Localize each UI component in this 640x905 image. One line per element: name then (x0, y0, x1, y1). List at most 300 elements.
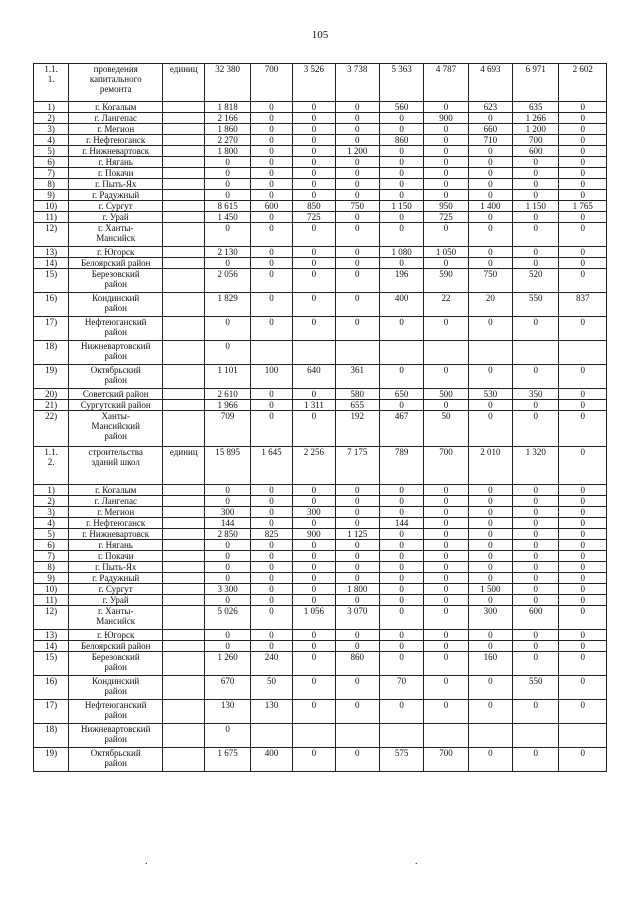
row-value: 0 (205, 540, 250, 551)
row-value: 2 270 (205, 135, 250, 146)
row-value: 0 (513, 652, 559, 676)
row-value: 0 (379, 113, 423, 124)
row-unit (163, 400, 205, 411)
row-number: 15) (34, 269, 69, 293)
row-value: 0 (424, 496, 468, 507)
row-name: г. Радужный (69, 190, 163, 201)
row-value: 0 (293, 146, 335, 157)
row-value: 0 (293, 269, 335, 293)
table-row (34, 223, 607, 247)
row-number: 9) (34, 573, 69, 584)
row-name: Нижневартовский район (69, 341, 163, 365)
row-value: 0 (424, 124, 468, 135)
row-value: 0 (293, 641, 335, 652)
row-value: 467 (379, 411, 423, 447)
row-name: Октябрьский район (69, 365, 163, 389)
row-value: 0 (335, 518, 379, 529)
row-value: 0 (379, 190, 423, 201)
table-row (34, 652, 607, 676)
row-value: 0 (250, 389, 292, 400)
row-value: 1 080 (379, 247, 423, 258)
row-name: г. Нефтеюганск (69, 135, 163, 146)
row-name: Сургутский район (69, 400, 163, 411)
row-unit (163, 540, 205, 551)
row-value: 300 (205, 507, 250, 518)
row-number: 1) (34, 485, 69, 496)
section-value: 4 787 (424, 64, 468, 102)
row-value: 1 818 (205, 102, 250, 113)
row-value: 0 (468, 562, 512, 573)
row-value: 0 (513, 400, 559, 411)
row-value: 0 (379, 496, 423, 507)
row-value: 0 (379, 606, 423, 630)
row-unit (163, 724, 205, 748)
table-row (34, 212, 607, 223)
row-name: Березовский район (69, 652, 163, 676)
row-number: 17) (34, 700, 69, 724)
row-value: 0 (513, 700, 559, 724)
row-value: 0 (468, 529, 512, 540)
row-value (335, 341, 379, 365)
row-value: 0 (335, 124, 379, 135)
row-value: 1 101 (205, 365, 250, 389)
row-value: 1 200 (335, 146, 379, 157)
row-value: 400 (250, 748, 292, 772)
row-value: 950 (424, 201, 468, 212)
row-value: 0 (250, 247, 292, 258)
row-value: 20 (468, 293, 512, 317)
row-value: 1 500 (468, 584, 512, 595)
row-value: 0 (379, 562, 423, 573)
row-number: 7) (34, 551, 69, 562)
row-number: 3) (34, 124, 69, 135)
row-value: 0 (424, 676, 468, 700)
row-value: 0 (559, 411, 607, 447)
row-unit (163, 518, 205, 529)
table-row (34, 529, 607, 540)
section-value: 5 363 (379, 64, 423, 102)
row-value: 0 (468, 748, 512, 772)
section-value: 6 971 (513, 64, 559, 102)
row-value: 0 (424, 630, 468, 641)
row-value: 0 (513, 411, 559, 447)
row-value: 0 (468, 540, 512, 551)
row-value: 0 (205, 496, 250, 507)
row-unit (163, 700, 205, 724)
row-unit (163, 652, 205, 676)
row-value: 130 (205, 700, 250, 724)
row-value: 0 (293, 584, 335, 595)
row-value: 590 (424, 269, 468, 293)
row-value: 0 (293, 496, 335, 507)
row-name: г. Нижневартовск (69, 146, 163, 157)
row-value: 0 (293, 168, 335, 179)
row-value: 0 (293, 102, 335, 113)
row-number: 5) (34, 529, 69, 540)
page-number: 105 (311, 29, 329, 41)
row-value: 70 (379, 676, 423, 700)
row-value: 670 (205, 676, 250, 700)
row-value: 0 (468, 507, 512, 518)
row-value: 50 (250, 676, 292, 700)
row-value: 623 (468, 102, 512, 113)
row-value: 710 (468, 135, 512, 146)
row-value: 1 150 (513, 201, 559, 212)
table-row (34, 411, 607, 447)
row-value: 0 (468, 700, 512, 724)
row-value: 0 (293, 317, 335, 341)
row-value: 1 050 (424, 247, 468, 258)
row-name: г. Покачи (69, 551, 163, 562)
row-value: 0 (424, 102, 468, 113)
row-unit (163, 341, 205, 365)
row-number: 18) (34, 724, 69, 748)
row-value: 0 (250, 573, 292, 584)
row-value: 22 (424, 293, 468, 317)
row-value: 0 (335, 135, 379, 146)
row-value: 0 (379, 146, 423, 157)
row-name: г. Югорск (69, 247, 163, 258)
row-value: 0 (250, 540, 292, 551)
row-value: 0 (250, 630, 292, 641)
row-name: г. Ханты- Мансийск (69, 606, 163, 630)
row-value: 0 (559, 748, 607, 772)
row-value: 0 (513, 562, 559, 573)
row-value: 0 (468, 113, 512, 124)
row-value: 0 (513, 573, 559, 584)
row-value: 0 (559, 630, 607, 641)
section-value: 2 010 (468, 447, 512, 485)
row-value (250, 724, 292, 748)
row-number: 15) (34, 652, 69, 676)
row-number: 10) (34, 201, 69, 212)
row-value: 0 (293, 293, 335, 317)
row-value: 0 (250, 212, 292, 223)
row-value: 0 (559, 168, 607, 179)
row-value: 0 (559, 641, 607, 652)
row-value: 0 (293, 630, 335, 641)
row-value: 196 (379, 269, 423, 293)
row-value: 0 (335, 258, 379, 269)
row-value: 0 (559, 146, 607, 157)
row-value: 0 (379, 529, 423, 540)
section-row (34, 64, 607, 102)
row-value: 0 (293, 179, 335, 190)
row-value: 0 (335, 641, 379, 652)
row-value: 0 (424, 168, 468, 179)
row-value: 50 (424, 411, 468, 447)
row-value: 0 (379, 595, 423, 606)
table-row (34, 317, 607, 341)
row-value: 0 (250, 168, 292, 179)
table-row (34, 700, 607, 724)
row-value: 850 (293, 201, 335, 212)
section-unit: единиц (163, 447, 205, 485)
table-row (34, 630, 607, 641)
row-value: 0 (379, 124, 423, 135)
row-value: 0 (424, 518, 468, 529)
row-number: 9) (34, 190, 69, 201)
row-value: 0 (205, 317, 250, 341)
row-value: 2 610 (205, 389, 250, 400)
table-row (34, 113, 607, 124)
row-unit (163, 201, 205, 212)
table-row (34, 496, 607, 507)
row-value: 0 (205, 258, 250, 269)
row-name: г. Лангепас (69, 113, 163, 124)
row-unit (163, 389, 205, 400)
row-value: 0 (335, 293, 379, 317)
row-value: 1 400 (468, 201, 512, 212)
row-number: 16) (34, 676, 69, 700)
row-unit (163, 113, 205, 124)
row-value: 0 (559, 584, 607, 595)
row-value: 900 (293, 529, 335, 540)
row-value: 0 (424, 700, 468, 724)
data-table-container (33, 63, 607, 772)
section-number: 1.1. 2. (34, 447, 69, 485)
row-value: 0 (513, 485, 559, 496)
row-value: 0 (379, 157, 423, 168)
section-value: 700 (424, 447, 468, 485)
row-value: 0 (513, 496, 559, 507)
row-unit (163, 606, 205, 630)
row-unit (163, 157, 205, 168)
row-value: 0 (513, 540, 559, 551)
row-value: 0 (205, 179, 250, 190)
row-name: г. Когалым (69, 102, 163, 113)
row-value: 837 (559, 293, 607, 317)
row-value: 0 (335, 157, 379, 168)
row-value: 0 (468, 400, 512, 411)
row-value: 0 (559, 258, 607, 269)
row-value: 0 (559, 518, 607, 529)
row-value: 0 (468, 411, 512, 447)
table-row (34, 748, 607, 772)
row-value: 0 (379, 485, 423, 496)
row-unit (163, 562, 205, 573)
row-value: 0 (468, 212, 512, 223)
row-value: 0 (559, 247, 607, 258)
table-row (34, 124, 607, 135)
row-value: 860 (379, 135, 423, 146)
row-value: 0 (379, 641, 423, 652)
row-value (379, 724, 423, 748)
table-row (34, 389, 607, 400)
row-value: 0 (513, 584, 559, 595)
row-value: 0 (293, 223, 335, 247)
row-value: 144 (379, 518, 423, 529)
row-value: 0 (468, 518, 512, 529)
row-value: 0 (379, 168, 423, 179)
row-value: 192 (335, 411, 379, 447)
row-value: 0 (424, 584, 468, 595)
row-value: 0 (205, 724, 250, 748)
row-value: 100 (250, 365, 292, 389)
section-name: проведения капитального ремонта (69, 64, 163, 102)
row-unit (163, 293, 205, 317)
row-number: 8) (34, 562, 69, 573)
row-name: г. Урай (69, 595, 163, 606)
table-row (34, 157, 607, 168)
row-value: 0 (559, 269, 607, 293)
row-value: 1 311 (293, 400, 335, 411)
row-value: 0 (379, 223, 423, 247)
row-value: 0 (205, 485, 250, 496)
row-value: 0 (424, 223, 468, 247)
row-value: 560 (379, 102, 423, 113)
row-value: 0 (468, 146, 512, 157)
row-value: 1 125 (335, 529, 379, 540)
row-value: 0 (335, 179, 379, 190)
row-value: 0 (250, 135, 292, 146)
row-value: 0 (513, 641, 559, 652)
row-value: 0 (424, 485, 468, 496)
footer-mark-left: . (145, 856, 148, 867)
row-value: 0 (335, 700, 379, 724)
row-value: 0 (513, 168, 559, 179)
row-value: 0 (513, 258, 559, 269)
row-number: 22) (34, 411, 69, 447)
section-value: 700 (250, 64, 292, 102)
row-value: 0 (379, 258, 423, 269)
row-value: 0 (468, 573, 512, 584)
row-name: Березовский район (69, 269, 163, 293)
row-value (468, 724, 512, 748)
section-name: строительства зданий школ (69, 447, 163, 485)
row-name: Советский район (69, 389, 163, 400)
row-value: 0 (205, 223, 250, 247)
row-number: 3) (34, 507, 69, 518)
row-value: 0 (205, 551, 250, 562)
row-value: 350 (513, 389, 559, 400)
row-name: Октябрьский район (69, 748, 163, 772)
row-value: 1 765 (559, 201, 607, 212)
row-value: 825 (250, 529, 292, 540)
row-unit (163, 748, 205, 772)
table-row (34, 190, 607, 201)
row-value: 0 (513, 507, 559, 518)
row-value: 0 (468, 551, 512, 562)
row-unit (163, 676, 205, 700)
row-value: 0 (559, 212, 607, 223)
row-number: 4) (34, 135, 69, 146)
row-value: 0 (424, 652, 468, 676)
row-name: г. Пыть-Ях (69, 562, 163, 573)
row-value: 1 800 (335, 584, 379, 595)
row-number: 19) (34, 748, 69, 772)
row-value: 0 (205, 573, 250, 584)
row-value: 600 (513, 146, 559, 157)
row-value: 0 (293, 113, 335, 124)
row-unit (163, 641, 205, 652)
row-value: 0 (250, 269, 292, 293)
row-value: 0 (250, 485, 292, 496)
row-value: 725 (293, 212, 335, 223)
row-value: 300 (468, 606, 512, 630)
row-name: г. Нягань (69, 540, 163, 551)
row-value: 0 (250, 258, 292, 269)
row-unit (163, 269, 205, 293)
row-number: 11) (34, 212, 69, 223)
row-number: 17) (34, 317, 69, 341)
row-value: 580 (335, 389, 379, 400)
row-name: г. Нягань (69, 157, 163, 168)
row-value: 0 (335, 540, 379, 551)
row-value: 500 (424, 389, 468, 400)
row-number: 13) (34, 630, 69, 641)
section-value: 2 602 (559, 64, 607, 102)
row-unit (163, 529, 205, 540)
row-value: 0 (335, 212, 379, 223)
section-value: 32 380 (205, 64, 250, 102)
row-value: 0 (513, 748, 559, 772)
row-value: 0 (335, 630, 379, 641)
row-value: 0 (379, 700, 423, 724)
row-name: г. Югорск (69, 630, 163, 641)
table-row (34, 584, 607, 595)
row-value: 860 (335, 652, 379, 676)
row-value: 635 (513, 102, 559, 113)
row-unit (163, 584, 205, 595)
table-row (34, 400, 607, 411)
table-row (34, 269, 607, 293)
row-value: 0 (293, 389, 335, 400)
row-value: 0 (513, 551, 559, 562)
row-value: 1 860 (205, 124, 250, 135)
row-unit (163, 365, 205, 389)
row-value: 0 (424, 507, 468, 518)
row-value: 750 (468, 269, 512, 293)
row-unit (163, 124, 205, 135)
row-value (468, 341, 512, 365)
row-value: 0 (468, 485, 512, 496)
row-value: 660 (468, 124, 512, 135)
row-value: 0 (250, 606, 292, 630)
row-number: 2) (34, 113, 69, 124)
table-row (34, 551, 607, 562)
row-value: 0 (379, 400, 423, 411)
row-value: 709 (205, 411, 250, 447)
row-unit (163, 102, 205, 113)
row-value (379, 341, 423, 365)
section-row (34, 447, 607, 485)
row-value: 0 (335, 507, 379, 518)
row-value: 520 (513, 269, 559, 293)
section-value: 7 175 (335, 447, 379, 485)
table-row (34, 573, 607, 584)
row-value: 0 (468, 190, 512, 201)
row-value: 0 (424, 573, 468, 584)
row-value: 0 (513, 157, 559, 168)
row-value: 0 (559, 595, 607, 606)
row-value: 550 (513, 293, 559, 317)
row-name: Кондинский район (69, 676, 163, 700)
row-value: 1 675 (205, 748, 250, 772)
row-value: 600 (250, 201, 292, 212)
row-number: 10) (34, 584, 69, 595)
row-value: 0 (513, 190, 559, 201)
row-value: 130 (250, 700, 292, 724)
row-number: 1) (34, 102, 69, 113)
table-row (34, 540, 607, 551)
row-value: 0 (559, 652, 607, 676)
row-value: 0 (559, 540, 607, 551)
row-value: 0 (424, 595, 468, 606)
section-value: 15 895 (205, 447, 250, 485)
row-value: 0 (205, 168, 250, 179)
row-value: 0 (513, 630, 559, 641)
